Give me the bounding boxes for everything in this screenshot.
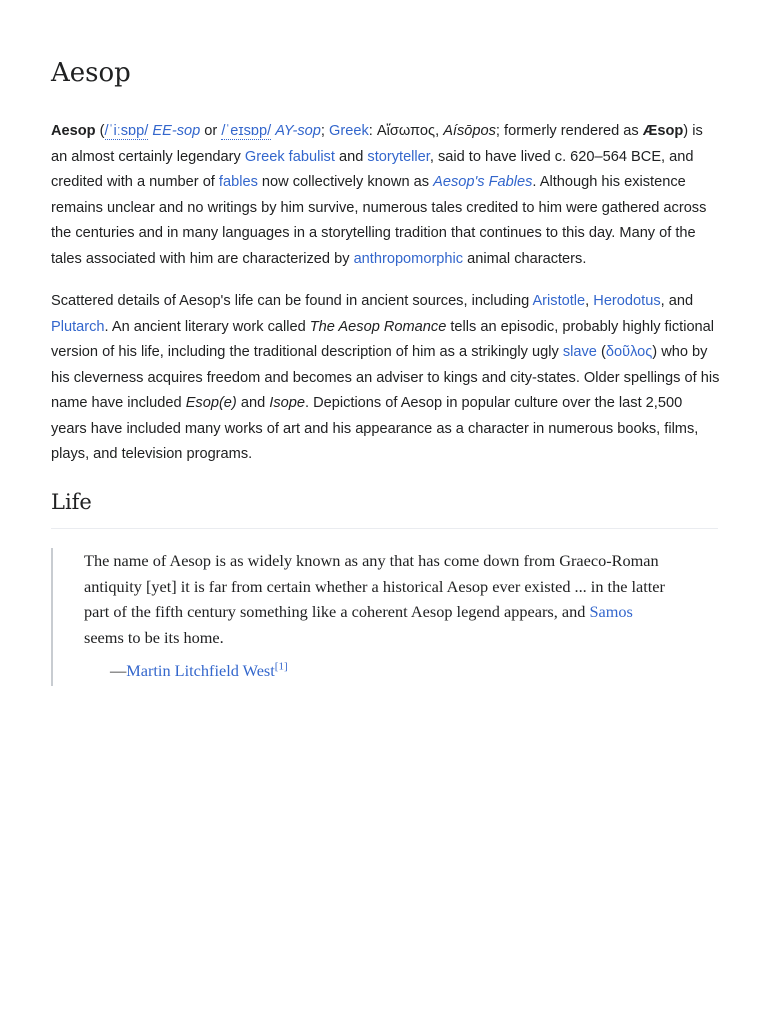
- intro-paragraph-1: Aesop (/ˈiːsɒp/ EE-sop or /ˈeɪsɒp/ AY-sop; Greek: Αἴσωπος, Aísōpos; formerly rendered as Æsop) is an almost certainly legendary Greek fabulist and storyteller, said to have lived c. 620–564 BCE, and credited with a number of fables now collectively known as Aesop's Fables. Although his existence remains unclear and no writings by him survive, numerous tales credited to him were gathered across the centuries and in many languages in a storytelling tradition that continues to this day. Many of the tales associated with him are characterized by anthropomorphic animal characters.: [51, 123, 707, 267]
- greek-fabulist-link[interactable]: Greek fabulist: [244, 148, 335, 165]
- transliteration: Aísōpos: [443, 123, 496, 139]
- fables-link[interactable]: fables: [218, 174, 258, 190]
- respelling-link-1[interactable]: EE-sop: [152, 123, 201, 139]
- attribution-dash: —: [110, 661, 127, 680]
- anthropomorphic-link[interactable]: anthropomorphic: [353, 250, 464, 267]
- plutarch-link[interactable]: Plutarch: [51, 318, 105, 335]
- romance-title: The Aesop Romance: [309, 318, 447, 335]
- greek-language-link[interactable]: Greek: [329, 123, 369, 139]
- aesops-fables-link[interactable]: Aesop's Fables: [433, 174, 533, 190]
- subject-name: Aesop: [51, 123, 96, 139]
- storyteller-link[interactable]: storyteller: [367, 148, 430, 165]
- samos-link[interactable]: Samos: [589, 602, 633, 622]
- blockquote: [51, 548, 671, 686]
- slave-link[interactable]: slave: [562, 344, 597, 360]
- doulos-link[interactable]: δοῦλος: [605, 344, 653, 360]
- citation-ref-link[interactable]: [1]: [274, 660, 288, 673]
- author-link[interactable]: Martin Litchfield West: [126, 661, 275, 680]
- respelling-link-2[interactable]: AY-sop: [275, 123, 321, 139]
- quote-text: The name of Aesop is as widely known as any that has come down from Graeco-Roman antiquity [yet] it is far from certain whether a historical Aesop ever existed ... in the latter part of the fifth century something like a coherent Aesop legend appears, and Samos seems to be its home.: [84, 551, 665, 647]
- intro-paragraph-2: Scattered details of Aesop's life can be found in ancient sources, including Aristotle, Herodotus, and Plutarch. An ancient literary work called The Aesop Romance tells an episodic, probably highly fictional version of his life, including the traditional description of him as a strikingly ugly slave (δοῦλος) who by his cleverness acquires freedom and becomes an adviser to kings and city-states. Older spellings of his name have included Esop(e) and Isope. Depictions of Aesop in popular culture over the last 2,500 years have included many works of art and his appearance as a character in numerous books, films, plays, and television programs.: [51, 293, 720, 462]
- old-spelling-2: Isope: [269, 395, 305, 411]
- ipa-pronunciation-link-2[interactable]: /ˈeɪsɒp/: [221, 123, 272, 139]
- old-name: Æsop: [642, 123, 684, 139]
- page-title: Aesop: [51, 58, 131, 88]
- old-spelling-1: Esop(e): [185, 395, 237, 411]
- ipa-pronunciation-link-1[interactable]: /ˈiːsɒp/: [104, 123, 149, 139]
- quote-attribution: [110, 658, 288, 683]
- herodotus-link[interactable]: Herodotus: [593, 293, 661, 309]
- section-heading-life: Life: [51, 486, 718, 529]
- aristotle-link[interactable]: Aristotle: [532, 293, 586, 309]
